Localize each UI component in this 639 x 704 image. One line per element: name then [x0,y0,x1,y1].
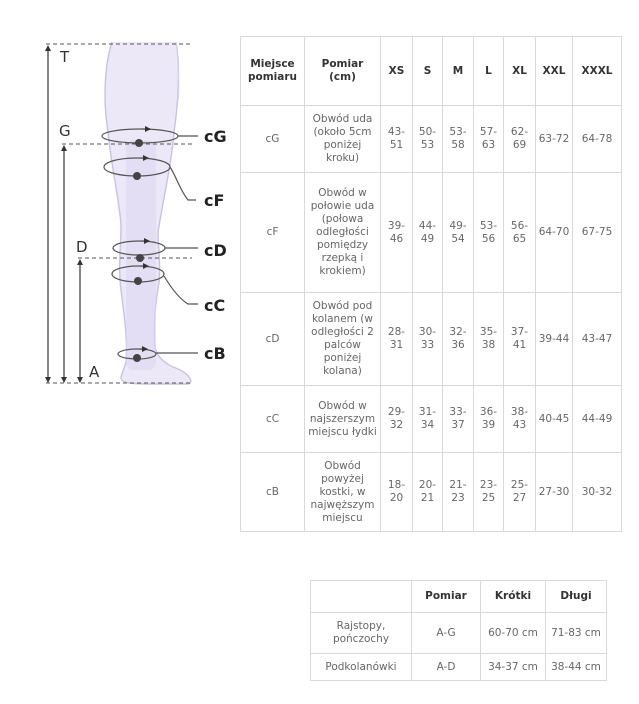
table-row [311,613,607,654]
header-size-xxxl: XXXL [573,37,622,106]
cell-value: 64-70 [536,173,573,293]
cell-value: 64-78 [573,106,622,173]
cell-measure: Obwód w najszerszym miejscu łydki [305,386,381,453]
length-chart-table [310,580,607,681]
cell-measure: Obwód w połowie uda (połowa odległości pomiędzy rzepką i krokiem) [305,173,381,293]
label-cB: cB [204,344,226,363]
table-row [241,293,622,386]
cell-value: 36-39 [474,386,504,453]
cell-value: 53-58 [443,106,474,173]
header-size-s: S [413,37,443,106]
dot-cG [135,139,143,147]
cell-value: 44-49 [413,173,443,293]
cell-place: cC [241,386,305,453]
cell-value: 35-38 [474,293,504,386]
cell-place: cB [241,453,305,532]
label-D: D [76,238,88,256]
cell-value: 28-31 [381,293,413,386]
header-size-xl: XL [504,37,536,106]
header-size-m: M [443,37,474,106]
cell-long: 71-83 cm [546,613,607,654]
cell-measure: A-D [412,654,481,681]
leg-measurement-diagram [0,0,240,400]
header-size-l: L [474,37,504,106]
table-row [241,173,622,293]
leader-cF [170,167,196,200]
size-chart-table [240,36,622,532]
cell-value: 31-34 [413,386,443,453]
cell-value: 40-45 [536,386,573,453]
cell-product: Rajstopy, pończochy [311,613,412,654]
cell-value: 49-54 [443,173,474,293]
cell-value: 67-75 [573,173,622,293]
table-row [241,106,622,173]
cell-value: 37-41 [504,293,536,386]
header-measure: Pomiar (cm) [305,37,381,106]
cell-value: 63-72 [536,106,573,173]
cell-value: 20-21 [413,453,443,532]
cell-value: 30-32 [573,453,622,532]
cell-value: 21-23 [443,453,474,532]
cell-measure: Obwód pod kolanem (w odległości 2 palców poniżej kolana) [305,293,381,386]
cell-place: cD [241,293,305,386]
cell-measure: A-G [412,613,481,654]
length-header-long: Długi [546,581,607,613]
length-header-measure: Pomiar [412,581,481,613]
label-cC: cC [204,296,226,315]
cell-measure: Obwód powyżej kostki, w najwęższym miejscu [305,453,381,532]
cell-value: 57-63 [474,106,504,173]
cell-measure: Obwód uda (około 5cm poniżej kroku) [305,106,381,173]
cell-value: 29-32 [381,386,413,453]
dot-cC [134,277,142,285]
cell-value: 50-53 [413,106,443,173]
length-header-short: Krótki [481,581,546,613]
label-G: G [59,122,71,140]
cell-value: 44-49 [573,386,622,453]
cell-value: 39-46 [381,173,413,293]
cell-value: 33-37 [443,386,474,453]
label-cD: cD [204,241,227,260]
label-cF: cF [204,191,225,210]
cell-value: 23-25 [474,453,504,532]
cell-place: cF [241,173,305,293]
cell-value: 53-56 [474,173,504,293]
cell-value: 56-65 [504,173,536,293]
leader-cC [164,276,198,304]
dot-cD [136,254,144,262]
cell-short: 60-70 cm [481,613,546,654]
cell-value: 18-20 [381,453,413,532]
label-A: A [89,363,100,381]
cell-product: Podkolanówki [311,654,412,681]
cell-value: 25-27 [504,453,536,532]
dot-cB [133,354,141,362]
cell-value: 62-69 [504,106,536,173]
label-cG: cG [204,127,227,146]
length-table-header-row [311,581,607,613]
label-T: T [60,48,70,66]
cell-place: cG [241,106,305,173]
cell-value: 32-36 [443,293,474,386]
length-header-empty [311,581,412,613]
cell-long: 38-44 cm [546,654,607,681]
size-table-header-row [241,37,622,106]
table-row [241,453,622,532]
header-size-xxl: XXL [536,37,573,106]
cell-value: 43-47 [573,293,622,386]
table-row [311,654,607,681]
header-size-xs: XS [381,37,413,106]
cell-value: 39-44 [536,293,573,386]
cell-value: 27-30 [536,453,573,532]
cell-value: 38-43 [504,386,536,453]
header-place: Miejsce pomiaru [241,37,305,106]
cell-value: 43-51 [381,106,413,173]
dot-cF [133,172,141,180]
table-row [241,386,622,453]
cell-short: 34-37 cm [481,654,546,681]
cell-value: 30-33 [413,293,443,386]
